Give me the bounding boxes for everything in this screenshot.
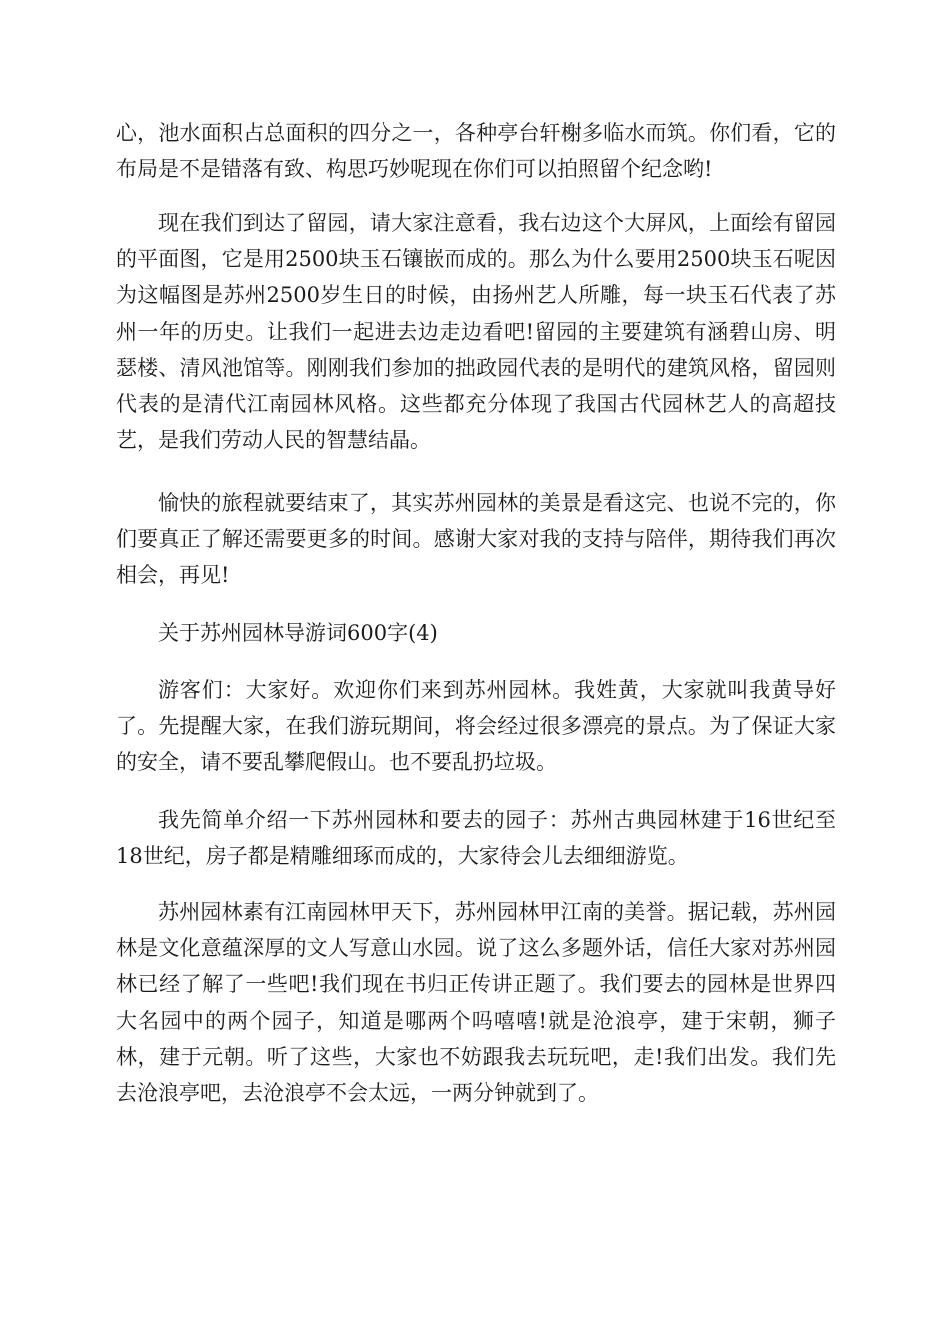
paragraph-farewell: 愉快的旅程就要结束了，其实苏州园林的美景是看这完、也说不完的，你们要真正了解还需要更多的时间。感谢大家对我的支持与陪伴，期待我们再次相会，再见!	[116, 491, 836, 588]
paragraph-introduction: 我先简单介绍一下苏州园林和要去的园子：苏州古典园林建于16世纪至18世纪，房子都是精雕细琢而成的，大家待会儿去细细游览。	[116, 808, 836, 869]
section-heading: 关于苏州园林导游词600字(4)	[158, 621, 438, 645]
paragraph-welcome: 游客们：大家好。欢迎你们来到苏州园林。我姓黄，大家就叫我黄导好了。先提醒大家，在我们游玩期间，将会经过很多漂亮的景点。为了保证大家的安全，请不要乱攀爬假山。也不要乱扔垃圾。	[116, 678, 836, 775]
paragraph-liuyuan: 现在我们到达了留园，请大家注意看，我右边这个大屏风，上面绘有留园的平面图，它是用2500块玉石镶嵌而成的。那么为什么要用2500块玉石呢因为这幅图是苏州2500岁生日的时候，由扬州艺人所雕，每一块玉石代表了苏州一年的历史。让我们一起进去边走边看吧!留园的主要建筑有涵碧山房、明瑟楼、清风池馆等。刚刚我们参加的拙政园代表的是明代的建筑风格，留园则代表的是清代江南园林风格。这些都充分体现了我国古代园林艺人的高超技艺，是我们劳动人民的智慧结晶。	[116, 211, 836, 453]
paragraph-suzhou-gardens: 苏州园林素有江南园林甲天下，苏州园林甲江南的美誉。据记载，苏州园林是文化意蕴深厚的文人写意山水园。说了这么多题外话，信任大家对苏州园林已经了解了一些吧!我们现在书归正传讲正题了。我们要去的园林是世界四大名园中的两个园子，知道是哪两个吗嘻嘻!就是沧浪亭，建于宋朝，狮子林，建于元朝。听了这些，大家也不妨跟我去玩玩吧，走!我们出发。我们先去沧浪亭吧，去沧浪亭不会太远，一两分钟就到了。	[116, 900, 836, 1106]
paragraph-continued-garden-description: 心，池水面积占总面积的四分之一，各种亭台轩榭多临水而筑。你们看，它的布局是不是错落有致、构思巧妙呢现在你们可以拍照留个纪念哟!	[116, 121, 836, 182]
